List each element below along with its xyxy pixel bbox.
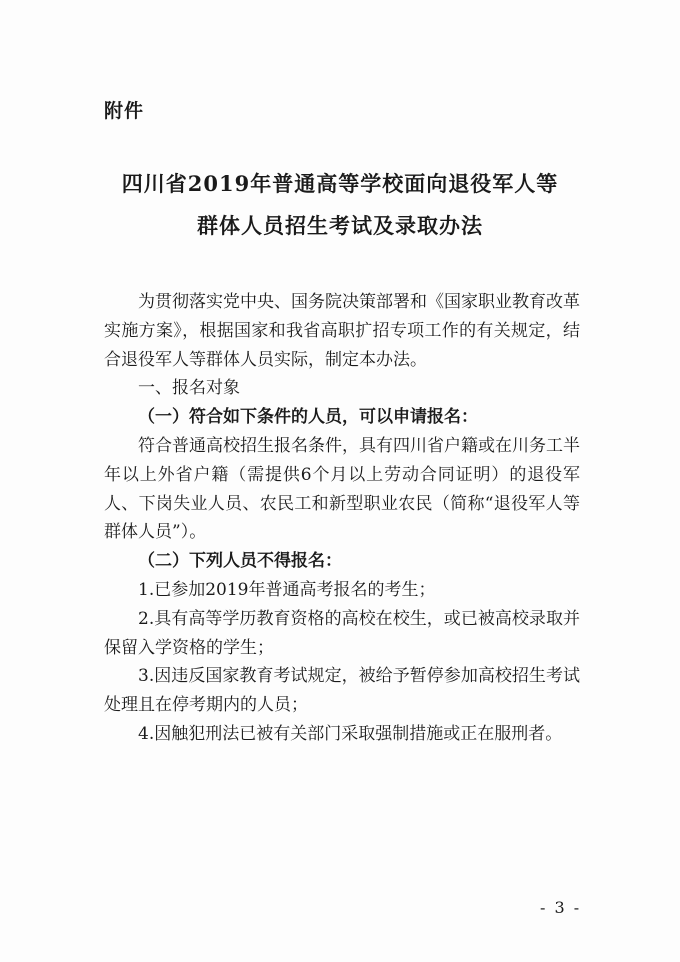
attachment-label: 附件: [104, 100, 145, 122]
intro-paragraph: 为贯彻落实党中央、国务院决策部署和《国家职业教育改革实施方案》，根据国家和我省高职扩招专项工作的有关规定，结合退役军人等群体人员实际，制定本办法。: [104, 292, 580, 370]
ineligible-item-3: 3.因违反国家教育考试规定，被给予暂停参加高校招生考试处理且在停考期内的人员；: [104, 666, 580, 716]
subsection-heading-ineligible: （二）下列人员不得报名：: [138, 551, 342, 572]
subsection-heading-eligible: （一）符合如下条件的人员，可以申请报名：: [138, 407, 478, 428]
document-body: [104, 288, 580, 749]
section-heading-eligibility: 一、报名对象: [138, 378, 240, 399]
ineligible-item-1: 1.已参加2019年普通高考报名的考生；: [138, 579, 436, 600]
document-title-line-2: 群体人员招生考试及录取办法: [197, 213, 483, 238]
eligibility-paragraph: 符合普通高校招生报名条件，具有四川省户籍或在川务工半年以上外省户籍（需提供6个月以上劳动合同证明）的退役军人、下岗失业人员、农民工和新型职业农民（简称“退役军人等群体人员”）。: [104, 435, 580, 543]
page-number: - 3 -: [540, 898, 582, 917]
document-title-line-1: 四川省2019年普通高等学校面向退役军人等: [121, 171, 559, 196]
ineligible-item-4: 4.因触犯刑法已被有关部门采取强制措施或正在服刑者。: [138, 723, 563, 744]
ineligible-item-2: 2.具有高等学历教育资格的高校在校生，或已被高校录取并保留入学资格的学生；: [104, 608, 580, 658]
